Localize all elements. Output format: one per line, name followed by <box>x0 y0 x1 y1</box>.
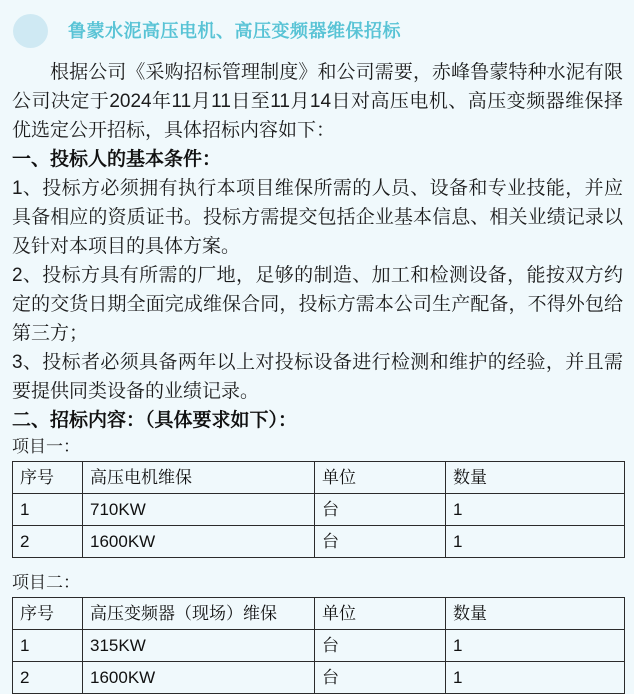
table-header-cell: 数量 <box>446 598 625 630</box>
section2-heading: 二、招标内容：（具体要求如下）： <box>12 410 298 431</box>
table-cell: 1 <box>13 494 83 526</box>
table-cell: 2 <box>13 662 83 694</box>
requirement-item-1: 1、投标方必须拥有执行本项目维保所需的人员、设备和专业技能，并应具备相应的资质证书。投标方需提交包括企业基本信息、相关业绩记录以及针对本项目的具体方案。 <box>12 178 623 257</box>
table-row <box>13 630 625 662</box>
table-row <box>13 662 625 694</box>
table-row <box>13 494 625 526</box>
intro-paragraph: 根据公司《采购招标管理制度》和公司需要，赤峰鲁蒙特种水泥有限公司决定于2024年11月11日至11月14日对高压电机、高压变频器维保择优选定公开招标，具体招标内容如下： <box>12 62 623 141</box>
header <box>0 0 634 48</box>
table-header-cell: 单位 <box>315 598 446 630</box>
table-header-cell: 单位 <box>315 462 446 494</box>
table-header-row <box>13 462 625 494</box>
table-header-cell: 序号 <box>13 598 83 630</box>
table-row <box>13 526 625 558</box>
table-cell: 台 <box>315 662 446 694</box>
bullet-dot-icon <box>13 14 48 48</box>
table-cell: 1 <box>446 630 625 662</box>
requirement-item-3: 3、投标者必须具备两年以上对投标设备进行检测和维护的经验，并且需要提供同类设备的业绩记录。 <box>12 352 623 402</box>
table-cell: 710KW <box>83 494 315 526</box>
project2-table <box>12 597 625 694</box>
section1-heading: 一、投标人的基本条件： <box>12 149 222 170</box>
table-cell: 1 <box>446 662 625 694</box>
project-block-2 <box>12 571 623 694</box>
table-cell: 2 <box>13 526 83 558</box>
table-header-cell: 高压电机维保 <box>83 462 315 494</box>
page-title: 鲁蒙水泥高压电机、高压变频器维保招标 <box>68 21 401 41</box>
table-cell: 台 <box>315 526 446 558</box>
project1-label: 项目一： <box>12 437 80 456</box>
table-cell: 1600KW <box>83 526 315 558</box>
table-cell: 1 <box>13 630 83 662</box>
table-cell: 台 <box>315 494 446 526</box>
table-header-cell: 数量 <box>446 462 625 494</box>
table-header-cell: 高压变频器（现场）维保 <box>83 598 315 630</box>
table-cell: 315KW <box>83 630 315 662</box>
document-body <box>12 58 623 694</box>
requirement-item-2: 2、投标方具有所需的厂地，足够的制造、加工和检测设备，能按双方约定的交货日期全面完成维保合同，投标方需本公司生产配备，不得外包给第三方； <box>12 265 623 344</box>
project1-table <box>12 461 625 558</box>
table-cell: 1 <box>446 526 625 558</box>
table-cell: 1600KW <box>83 662 315 694</box>
project-block-1 <box>12 435 623 558</box>
table-header-cell: 序号 <box>13 462 83 494</box>
table-header-row <box>13 598 625 630</box>
table-cell: 1 <box>446 494 625 526</box>
project2-label: 项目二： <box>12 573 80 592</box>
table-cell: 台 <box>315 630 446 662</box>
